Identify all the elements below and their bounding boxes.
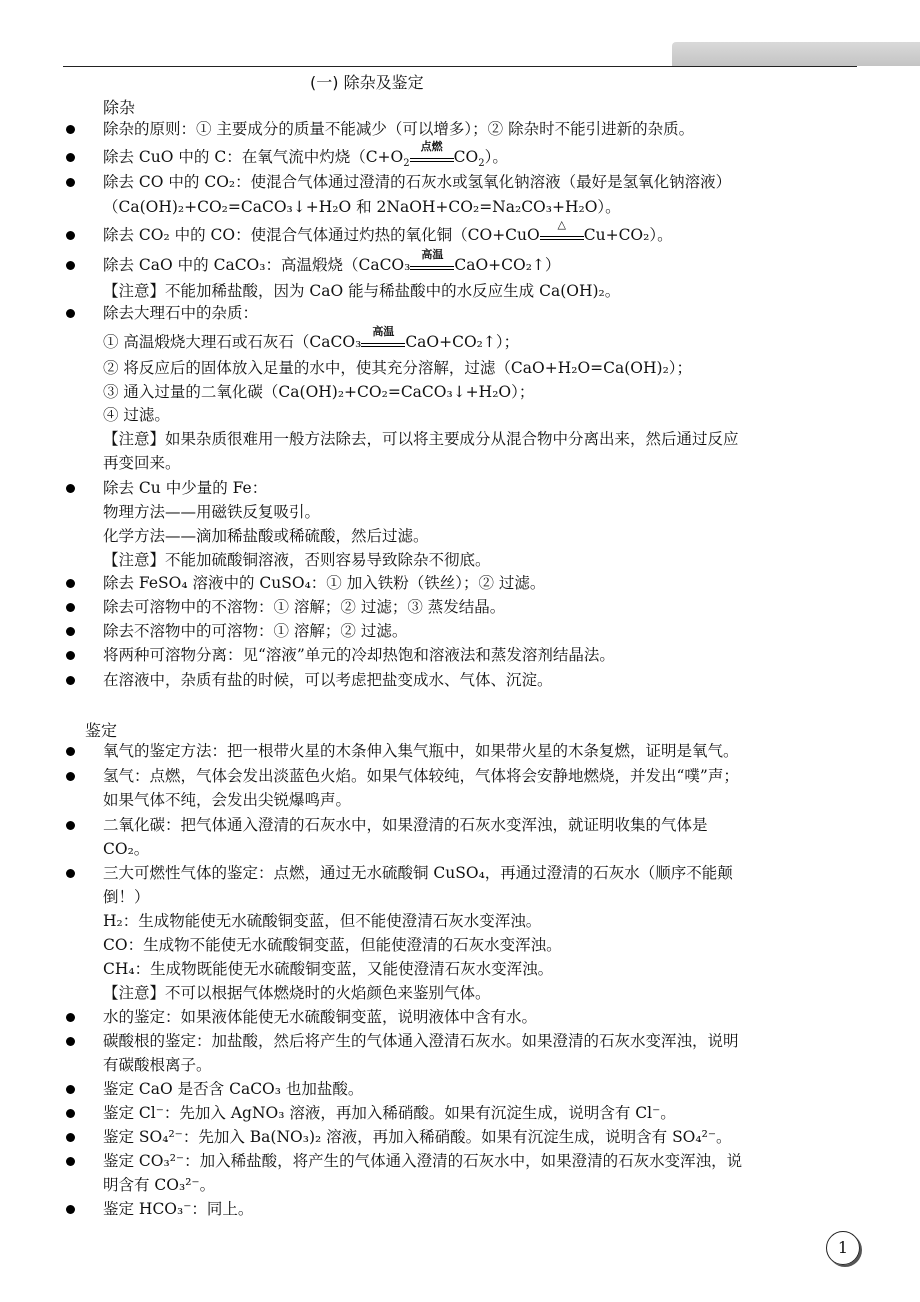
bullet (66, 676, 75, 685)
bullet (66, 1205, 75, 1214)
bullet (66, 747, 75, 756)
bullet (66, 1157, 75, 1166)
text-line: 鉴定 SO₄²⁻：先加入 Ba(NO₃)₂ 溶液，再加入稀硝酸。如果有沉淀生成，说明含有 SO₄²⁻。 (103, 1128, 732, 1146)
text-line: 三大可燃性气体的鉴定：点燃，通过无水硫酸铜 CuSO₄，再通过澄清的石灰水（顺序不能颠 (103, 864, 733, 882)
heading-identification: 鉴定 (85, 721, 118, 740)
bullet (66, 1109, 75, 1118)
header-rule (63, 66, 857, 67)
page-number: 1 (826, 1231, 860, 1265)
text-line: 鉴定 HCO₃⁻：同上。 (103, 1200, 254, 1218)
text-line: 鉴定 Cl⁻：先加入 AgNO₃ 溶液，再加入稀硝酸。如果有沉淀生成，说明含有 Cl⁻。 (103, 1104, 676, 1122)
bullet (66, 869, 75, 878)
bullet (66, 261, 75, 270)
text-line: 鉴定 CaO 是否含 CaCO₃ 也加盐酸。 (103, 1080, 364, 1098)
equation-line: 除去 CuO 中的 C：在氧气流中灼烧（$C+O_2$ 点燃 $CO_2$）。 (103, 140, 508, 170)
bullet (66, 821, 75, 830)
text-line: 氢气：点燃，气体会发出淡蓝色火焰。如果气体较纯，气体将会安静地燃烧，并发出“噗”声； (103, 767, 739, 785)
section-title: (一) 除杂及鉴定 (310, 73, 424, 92)
text-line: 除杂的原则：① 主要成分的质量不能减少（可以增多）；② 除杂时不能引进新的杂质。 (103, 120, 695, 138)
bullet (66, 627, 75, 636)
equation-line: ① 高温煅烧大理石或石灰石（CaCO₃ 高温 CaO+CO₂↑）； (103, 325, 520, 351)
text-line: CO₂。 (103, 840, 150, 858)
text-line: 除去 FeSO₄ 溶液中的 CuSO₄：① 加入铁粉（铁丝）；② 过滤。 (103, 574, 546, 592)
bullet (66, 231, 75, 240)
text-line: 水的鉴定：如果液体能使无水硫酸铜变蓝，说明液体中含有水。 (103, 1008, 538, 1026)
bullet (66, 651, 75, 660)
text-line: 除去 Cu 中少量的 Fe： (103, 479, 268, 497)
reaction-condition: △ (540, 228, 584, 240)
text-line: CH₄：生成物既能使无水硫酸铜变蓝，又能使澄清石灰水变浑浊。 (103, 960, 554, 978)
bullet (66, 1085, 75, 1094)
bullet (66, 579, 75, 588)
text-line: 二氧化碳：把气体通入澄清的石灰水中，如果澄清的石灰水变浑浊，就证明收集的气体是 (103, 816, 708, 834)
bullet (66, 125, 75, 134)
equation-line: 除去 CaO 中的 CaCO₃：高温煅烧（CaCO₃ 高温 CaO+CO₂↑） (103, 248, 561, 274)
header-bar (672, 42, 920, 66)
text-line: ③ 通入过量的二氧化碳（Ca(OH)₂+CO₂=CaCO₃↓+H₂O）； (103, 383, 535, 401)
text-line: 将两种可溶物分离：见“溶液”单元的冷却热饱和溶液法和蒸发溶剂结晶法。 (103, 646, 615, 664)
text-line: 氧气的鉴定方法：把一根带火星的木条伸入集气瓶中，如果带火星的木条复燃，证明是氧气。 (103, 742, 739, 760)
text-line: CO：生成物不能使无水硫酸铜变蓝，但能使澄清的石灰水变浑浊。 (103, 936, 562, 954)
text-line: 在溶液中，杂质有盐的时候，可以考虑把盐变成水、气体、沉淀。 (103, 671, 553, 689)
reaction-condition: 高温 (361, 335, 405, 347)
text-line: 化学方法——滴加稀盐酸或稀硫酸，然后过滤。 (103, 527, 429, 545)
bullet (66, 178, 75, 187)
bullet (66, 1037, 75, 1046)
bullet (66, 1013, 75, 1022)
text-line: 有碳酸根离子。 (103, 1056, 212, 1074)
text-line: H₂：生成物能使无水硫酸铜变蓝，但不能使澄清石灰水变浑浊。 (103, 912, 542, 930)
bullet (66, 484, 75, 493)
text-line: 明含有 CO₃²⁻。 (103, 1176, 216, 1194)
reaction-condition: 高温 (410, 258, 454, 270)
text-line: ② 将反应后的固体放入足量的水中，使其充分溶解，过滤（CaO+H₂O=Ca(OH)₂）； (103, 359, 693, 377)
note-line: 再变回来。 (103, 454, 181, 472)
text-line: 除去可溶物中的不溶物：① 溶解；② 过滤；③ 蒸发结晶。 (103, 598, 506, 616)
equation-line: 除去 CO₂ 中的 CO：使混合气体通过灼热的氧化铜（CO+CuO △ Cu+CO₂）。 (103, 218, 673, 244)
reaction-condition: 点燃 (410, 150, 454, 162)
text-line: 除去 CO 中的 CO₂：使混合气体通过澄清的石灰水或氢氧化钠溶液（最好是氢氧化钠溶液） (103, 173, 732, 191)
text-line: 碳酸根的鉴定：加盐酸，然后将产生的气体通入澄清石灰水。如果澄清的石灰水变浑浊，说明 (103, 1032, 739, 1050)
text-line: （Ca(OH)₂+CO₂=CaCO₃↓+H₂O 和 2NaOH+CO₂=Na₂CO₃+H₂O）。 (103, 198, 621, 216)
text-line: 物理方法——用磁铁反复吸引。 (103, 503, 321, 521)
bullet (66, 603, 75, 612)
text-line: ④ 过滤。 (103, 406, 170, 424)
text-line: 鉴定 CO₃²⁻：加入稀盐酸，将产生的气体通入澄清的石灰水中，如果澄清的石灰水变浑浊，说 (103, 1152, 743, 1170)
note-line: 【注意】不可以根据气体燃烧时的火焰颜色来鉴别气体。 (103, 984, 491, 1002)
bullet (66, 153, 75, 162)
text-line: 除去不溶物中的可溶物：① 溶解；② 过滤。 (103, 622, 408, 640)
note-line: 【注意】不能加稀盐酸，因为 CaO 能与稀盐酸中的水反应生成 Ca(OH)₂。 (103, 282, 621, 300)
bullet (66, 309, 75, 318)
bullet (66, 1133, 75, 1142)
note-line: 【注意】如果杂质很难用一般方法除去，可以将主要成分从混合物中分离出来，然后通过反应 (103, 430, 739, 448)
heading-removal: 除杂 (103, 98, 136, 117)
text-line: 除去大理石中的杂质： (103, 304, 259, 322)
text-line: 倒！） (103, 888, 150, 906)
text-line: 如果气体不纯，会发出尖锐爆鸣声。 (103, 791, 352, 809)
bullet (66, 772, 75, 781)
note-line: 【注意】不能加硫酸铜溶液，否则容易导致除杂不彻底。 (103, 551, 491, 569)
